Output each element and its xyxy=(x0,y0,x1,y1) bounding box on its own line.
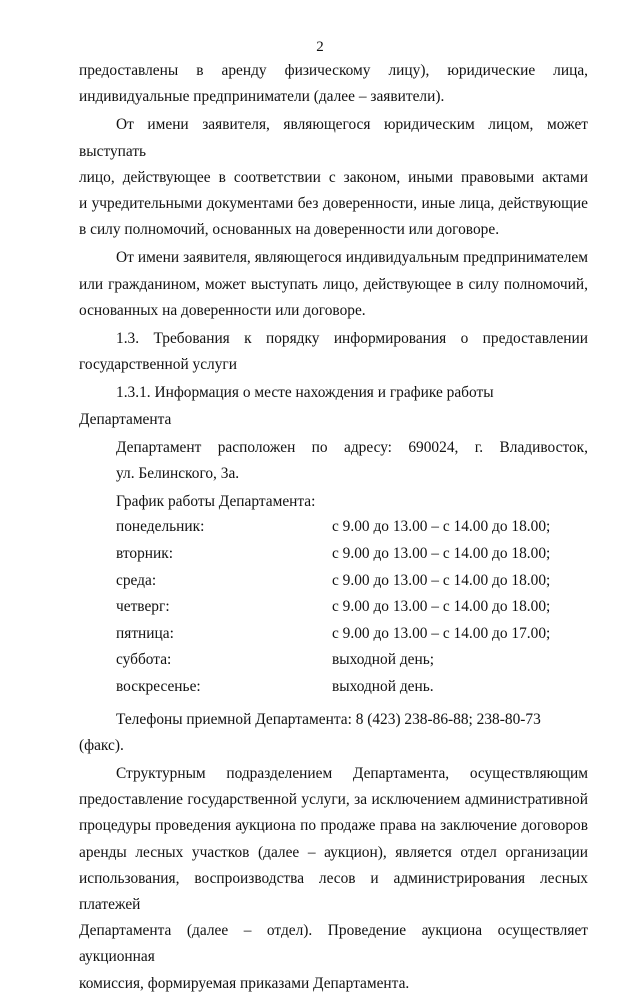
schedule-row xyxy=(116,572,550,599)
schedule-row xyxy=(116,545,550,572)
paragraph-legal-entity-representative: От имени заявителя, являющегося юридическим лицом, может выступать лицо, действующее в соответствии с законом, иными правовыми актами и учредительными документами без доверенности, иные лица, действующие в силу полномочий, основанных на доверенности или договоре. xyxy=(79,116,588,239)
schedule-hours: с 9.00 до 13.00 – с 14.00 до 18.00; xyxy=(332,518,551,536)
schedule-day: воскресенье: xyxy=(116,678,201,696)
schedule-day: вторник: xyxy=(116,545,174,563)
schedule-day: среда: xyxy=(116,571,157,589)
schedule-title: График работы Департамента: xyxy=(116,493,316,511)
schedule-day: суббота: xyxy=(116,651,172,669)
schedule-hours: с 9.00 до 13.00 – с 14.00 до 18.00; xyxy=(332,598,551,616)
schedule-row xyxy=(116,518,550,545)
schedule-row xyxy=(116,598,550,625)
page-number: 2 xyxy=(316,39,324,55)
work-schedule-table xyxy=(116,518,550,704)
paragraph-structural-unit: Структурным подразделением Департамента, осуществляющим предоставление государственной услуги, за исключением административной процедуры проведения аукциона по продаже права на заключение договоров аренды лесных участков (далее – аукцион), является отдел организации использования, воспроизводства лесов и администрирования лесных платежей Департамента (далее – отдел). Проведение аукциона осуществляет аукционная комиссия, формируемая приказами Департамента. xyxy=(79,765,588,992)
schedule-hours: выходной день; xyxy=(332,651,435,669)
paragraph-applicants: предоставлены в аренду физическому лицу), юридические лица, индивидуальные предприниматели (далее – заявители). xyxy=(79,62,588,106)
schedule-day: четверг: xyxy=(116,598,170,616)
schedule-row xyxy=(116,625,550,652)
schedule-row xyxy=(116,651,550,678)
document-body xyxy=(79,58,588,999)
paragraph-address: Департамент расположен по адресу: 690024, г. Владивосток, ул. Белинского, 3а. xyxy=(116,438,588,483)
section-heading-1-3-1: 1.3.1. Информация о месте нахождения и графике работы Департамента xyxy=(79,384,494,428)
schedule-day: пятница: xyxy=(116,624,174,642)
schedule-hours: выходной день. xyxy=(332,678,434,696)
schedule-hours: с 9.00 до 13.00 – с 14.00 до 17.00; xyxy=(332,624,551,642)
schedule-day: понедельник: xyxy=(116,518,205,536)
schedule-row xyxy=(116,678,550,705)
phone-numbers: Телефоны приемной Департамента: 8 (423) 238-86-88; 238-80-73 (факс). xyxy=(79,710,541,754)
schedule-hours: с 9.00 до 13.00 – с 14.00 до 18.00; xyxy=(332,571,551,589)
section-heading-1-3: 1.3. Требования к порядку информирования о предоставлении государственной услуги xyxy=(79,330,588,374)
paragraph-entrepreneur-representative: От имени заявителя, являющегося индивидуальным предпринимателем или гражданином, может выступать лицо, действующее в силу полномочий, основанных на доверенности или договоре. xyxy=(79,249,588,319)
schedule-hours: с 9.00 до 13.00 – с 14.00 до 18.00; xyxy=(332,545,551,563)
